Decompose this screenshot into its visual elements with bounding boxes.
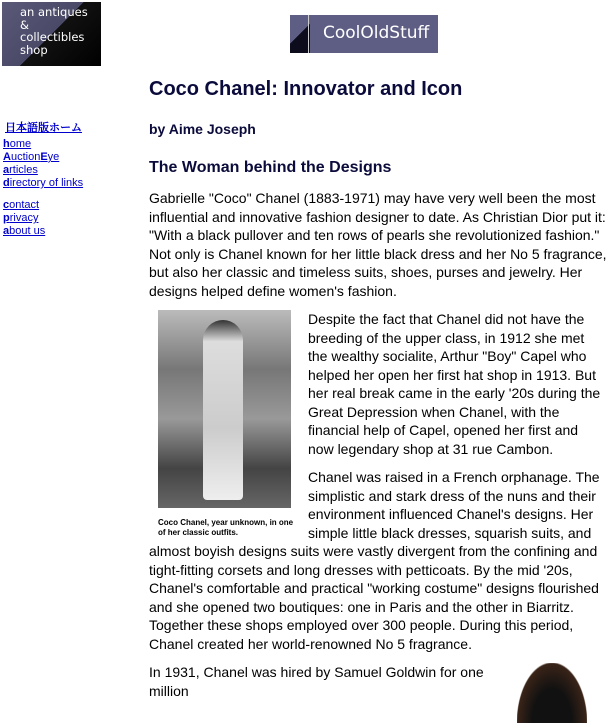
coco-chanel-photo: [158, 310, 291, 508]
paragraph: In 1931, Chanel was hired by Samuel Goldwin for one million: [149, 664, 484, 699]
page-title: Coco Chanel: Innovator and Icon: [149, 78, 463, 100]
paragraph: Despite the fact that Chanel did not have the breeding of the upper class, in 1912 she met the wealthy socialite, Arthur "Boy" Capel who helped her open her first hat shop in 1913. But her real break came in the early '20s during the Great Depression when Chanel, with the financial help of Capel, opened her first and now legendary shop at 31 rue Cambon.: [308, 311, 601, 457]
shop-tagline-logo[interactable]: an antiques & collectibles shop: [2, 2, 101, 66]
nav-contact[interactable]: contact: [3, 199, 40, 211]
nav-japanese-home[interactable]: 日本語版ホーム: [5, 122, 82, 134]
nav-privacy[interactable]: privacy: [3, 212, 39, 224]
article: [149, 76, 607, 727]
nav-articles[interactable]: articles: [3, 164, 38, 176]
section-heading: The Woman behind the Designs: [149, 158, 392, 176]
nav-about-us[interactable]: about us: [3, 225, 46, 237]
nav-auctioneye[interactable]: AuctionEye: [3, 151, 60, 163]
dress-photo: [517, 663, 587, 723]
nav-directory[interactable]: directory of links: [3, 177, 84, 189]
sidebar-nav: [3, 122, 83, 238]
figure: [158, 310, 298, 538]
nav-home[interactable]: home: [3, 138, 32, 150]
photo-caption: Coco Chanel, year unknown, in one of her classic outfits.: [158, 518, 294, 537]
paragraph: Chanel was raised in a French orphanage. The simplistic and stark dress of the nuns and their environment influenced Chanel's designs. Her simple little black dresses, squarish suits, and almost boyish designs suits were vastly divergent from the confining and tight-fitting corsets and long dresses with petticoats. By the mid '20s, Chanel's comfortable and practical "working costume" designs flourished and she opened two boutiques: one in Paris and the other in Biarritz. Together these shops employed over 300 people. During this period, Chanel created her world-renowned No 5 fragrance.: [149, 469, 600, 652]
byline: by Aime Joseph: [149, 121, 256, 137]
coololdstuff-logo[interactable]: CoolOldStuff: [290, 15, 438, 53]
paragraph: Gabrielle "Coco" Chanel (1883-1971) may have very well been the most influential and innovative fashion designer to date. As Christian Dior put it: "With a black pullover and ten rows of pearls she revolutionized fashion." Not only is Chanel known for her little black dress and her No 5 fragrance, but also her classic and timeless suits, shoes, purses and jewelry. Her designs helped define women's fashion.: [149, 190, 607, 299]
